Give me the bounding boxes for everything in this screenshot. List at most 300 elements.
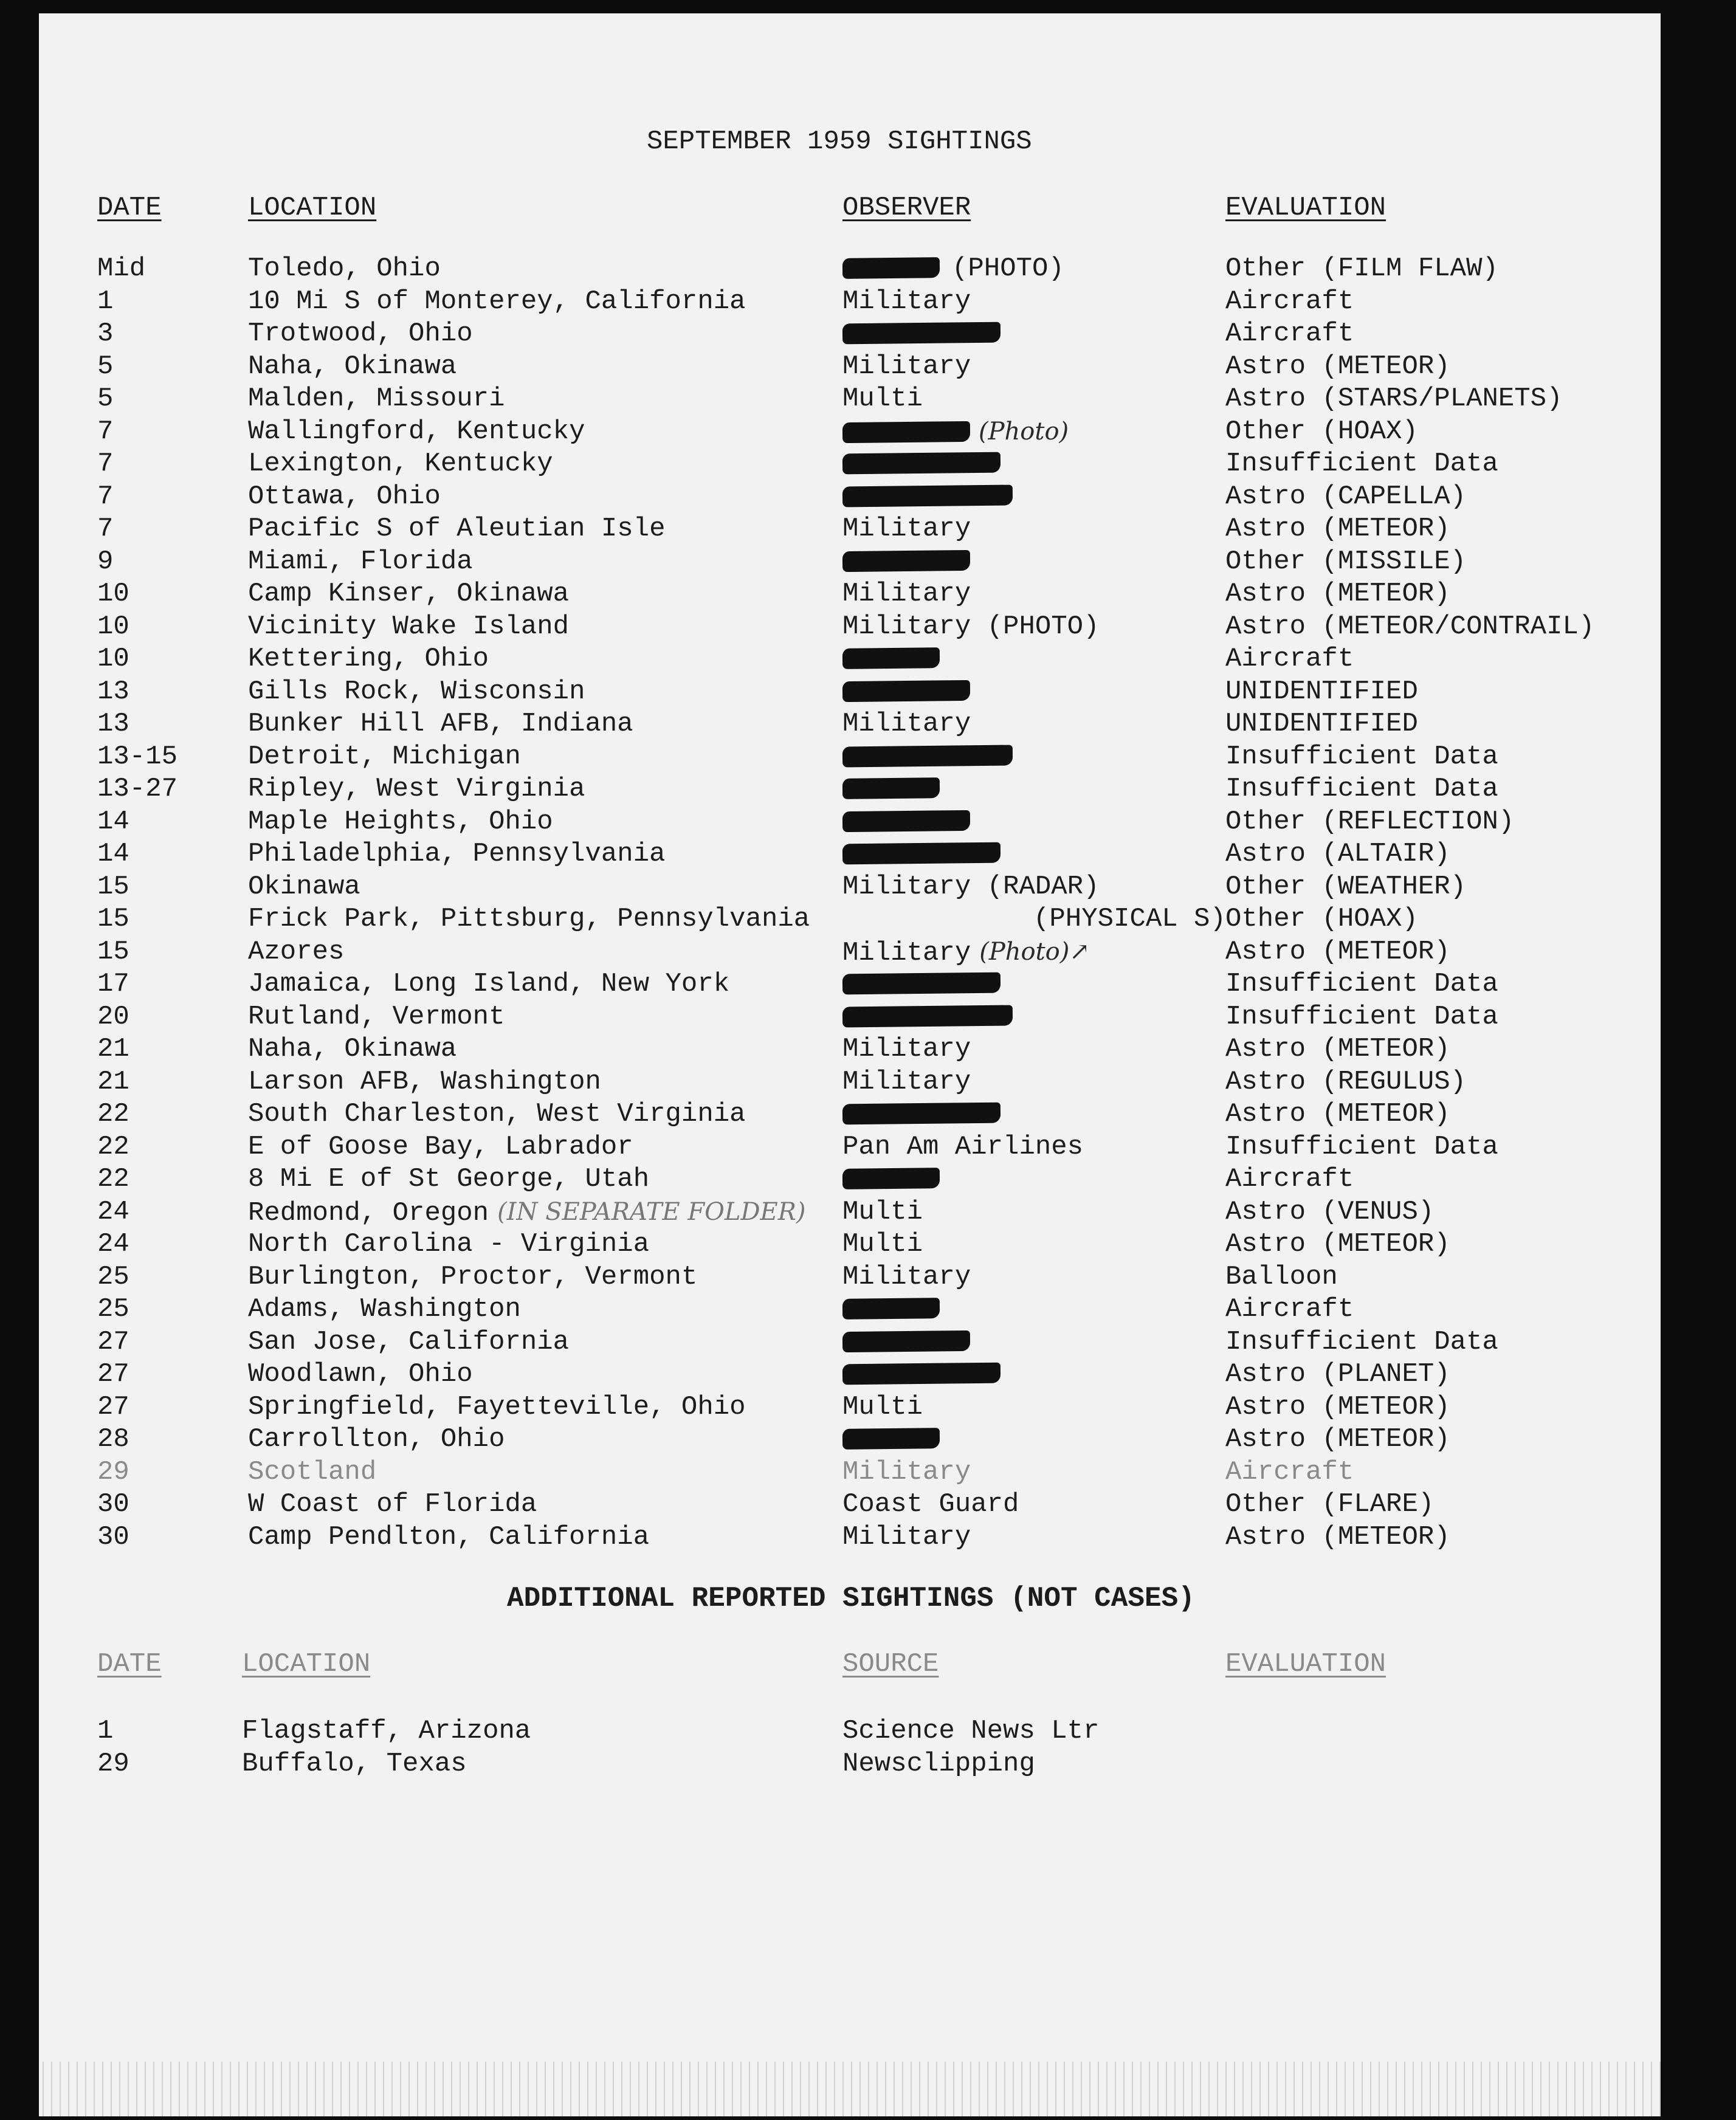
row-location [248, 773, 585, 806]
row-location [248, 1391, 746, 1424]
additional-date: 29 [97, 1748, 129, 1779]
row-location [248, 448, 553, 481]
observer-text: Military [842, 1456, 971, 1487]
observer-text: Pan Am Airlines [842, 1131, 1084, 1162]
row-observer [842, 1456, 971, 1489]
row-observer [842, 448, 1001, 481]
row-date: 14 [97, 806, 129, 837]
row-date: 7 [97, 416, 114, 447]
redaction-bar [842, 1428, 940, 1450]
redaction-bar [842, 972, 1001, 995]
table-row [39, 871, 1661, 904]
observer-text: Military [842, 1521, 971, 1552]
additional-row [39, 1748, 1661, 1781]
table-row [39, 1033, 1661, 1066]
additional-row [39, 1715, 1661, 1748]
row-observer [842, 806, 970, 839]
row-location [248, 611, 569, 644]
row-observer [842, 741, 1013, 774]
row-location-text: Gills Rock, Wisconsin [248, 676, 585, 707]
additional-location: Flagstaff, Arizona [242, 1716, 531, 1746]
redaction-bar [842, 810, 970, 832]
table-row [39, 1001, 1661, 1034]
table-row [39, 416, 1661, 449]
table-row [39, 708, 1661, 741]
table-row [39, 1326, 1661, 1359]
row-observer [842, 643, 940, 676]
row-observer [842, 1033, 971, 1066]
table-row [39, 611, 1661, 644]
row-observer [842, 481, 1013, 514]
observer-text: Multi [842, 1196, 923, 1227]
row-date: 15 [97, 936, 129, 967]
row-location [248, 1228, 649, 1261]
row-location-text: 8 Mi E of St George, Utah [248, 1164, 650, 1194]
row-location-text: Camp Pendlton, California [248, 1521, 650, 1552]
observer-text: Military [842, 1034, 971, 1064]
row-date: 28 [97, 1424, 129, 1454]
row-date: 7 [97, 481, 114, 512]
row-evaluation: Other (MISSILE) [1225, 546, 1467, 577]
row-evaluation: Insufficient Data [1225, 1131, 1498, 1162]
scan-artifact [39, 2062, 1661, 2116]
redaction-bar [842, 1005, 1013, 1027]
row-observer [842, 1326, 970, 1359]
row-location [248, 1098, 746, 1131]
row-evaluation: Aircraft [1225, 1456, 1354, 1487]
observer-text: Military [842, 709, 971, 739]
row-location [248, 741, 521, 774]
row-location [248, 253, 441, 286]
redaction-bar [842, 778, 940, 800]
row-location-text: Springfield, Fayetteville, Ohio [248, 1391, 746, 1422]
row-evaluation: Astro (METEOR) [1225, 1521, 1450, 1552]
table-row [39, 1131, 1661, 1164]
row-location-text: Pacific S of Aleutian Isle [248, 514, 666, 544]
row-location-text: Ottawa, Ohio [248, 481, 441, 512]
row-evaluation: Aircraft [1225, 644, 1354, 674]
table-row [39, 968, 1661, 1001]
table-row [39, 1293, 1661, 1326]
header-date: DATE [97, 193, 162, 223]
additional-location: Buffalo, Texas [242, 1748, 467, 1779]
row-observer [842, 1293, 940, 1326]
redaction-bar [842, 1168, 940, 1190]
row-location [248, 1293, 521, 1326]
row-observer [842, 838, 1001, 871]
table-row [39, 903, 1661, 936]
table-row [39, 318, 1661, 351]
row-location [248, 936, 344, 969]
row-location [248, 1521, 649, 1554]
row-observer [842, 1131, 1083, 1164]
observer-text: (PHYSICAL S) [1033, 904, 1226, 934]
observer-text: Military (RADAR) [842, 871, 1100, 902]
header-evaluation: EVALUATION [1225, 193, 1386, 223]
row-observer [842, 1228, 923, 1261]
row-observer [842, 578, 971, 611]
row-evaluation: Astro (METEOR) [1225, 1034, 1450, 1064]
row-location [248, 806, 553, 839]
row-location [248, 1196, 805, 1230]
row-date: 15 [97, 871, 129, 902]
row-date: 21 [97, 1034, 129, 1064]
row-location [248, 1163, 649, 1196]
row-location [248, 513, 666, 546]
row-location-text: E of Goose Bay, Labrador [248, 1131, 633, 1162]
row-location-text: Naha, Okinawa [248, 351, 457, 382]
table-row [39, 578, 1661, 611]
row-location-text: Philadelphia, Pennsylvania [248, 839, 666, 869]
table-row [39, 481, 1661, 514]
additional-date: 1 [97, 1716, 114, 1746]
row-location-text: Burlington, Proctor, Vermont [248, 1261, 698, 1292]
row-date: 25 [97, 1294, 129, 1324]
row-date: 27 [97, 1326, 129, 1357]
row-location-text: South Charleston, West Virginia [248, 1099, 746, 1129]
redaction-bar [842, 1330, 970, 1352]
row-location-text: Miami, Florida [248, 546, 473, 577]
row-evaluation: Aircraft [1225, 1164, 1354, 1194]
row-observer [842, 708, 971, 741]
row-date: 27 [97, 1391, 129, 1422]
row-evaluation: Other (HOAX) [1225, 416, 1418, 447]
row-observer [842, 513, 971, 546]
row-location-text: Adams, Washington [248, 1294, 521, 1324]
row-evaluation: Aircraft [1225, 318, 1354, 349]
row-location [248, 286, 746, 318]
table-row [39, 676, 1661, 709]
table-row [39, 936, 1661, 969]
row-location [248, 1488, 537, 1521]
row-location [248, 416, 585, 449]
redaction-bar [842, 842, 1001, 865]
row-location-text: Scotland [248, 1456, 377, 1487]
table-row [39, 1196, 1661, 1229]
row-observer [842, 416, 1069, 450]
row-date: 20 [97, 1001, 129, 1032]
row-evaluation: Insufficient Data [1225, 741, 1498, 772]
row-location [248, 676, 585, 709]
row-location-text: Jamaica, Long Island, New York [248, 969, 730, 999]
row-evaluation: Other (FLARE) [1225, 1489, 1435, 1519]
table-row [39, 1261, 1661, 1294]
observer-text: Coast Guard [842, 1489, 1019, 1519]
redaction-bar [842, 258, 940, 280]
additional-header-evaluation: EVALUATION [1225, 1649, 1386, 1679]
row-observer [842, 1423, 940, 1456]
document-page [39, 13, 1661, 2116]
row-observer [842, 1261, 971, 1294]
row-date: 7 [97, 449, 114, 479]
observer-text: Military [842, 937, 971, 968]
row-location-text: San Jose, California [248, 1326, 570, 1357]
row-evaluation: Astro (METEOR) [1225, 1391, 1450, 1422]
row-location-text: Carrollton, Ohio [248, 1424, 505, 1454]
row-location [248, 1033, 456, 1066]
row-observer [842, 1358, 1001, 1391]
row-location-text: Trotwood, Ohio [248, 318, 473, 349]
row-evaluation: Insufficient Data [1225, 969, 1498, 999]
row-date: 13-15 [97, 741, 178, 772]
row-evaluation: Astro (METEOR) [1225, 351, 1450, 382]
table-row [39, 773, 1661, 806]
redaction-bar [842, 745, 1013, 767]
header-observer: OBSERVER [842, 193, 971, 223]
row-location-text: Ripley, West Virginia [248, 774, 585, 804]
table-row [39, 513, 1661, 546]
row-location [248, 708, 633, 741]
row-date: 14 [97, 839, 129, 869]
row-location [248, 383, 505, 416]
row-observer [842, 611, 1099, 644]
redaction-bar [842, 550, 970, 572]
row-location-text: Lexington, Kentucky [248, 449, 553, 479]
row-date: 22 [97, 1164, 129, 1194]
row-date: 13 [97, 709, 129, 739]
row-observer [842, 773, 940, 806]
table-row [39, 1098, 1661, 1131]
row-location-text: Vicinity Wake Island [248, 611, 570, 642]
row-location-text: Toledo, Ohio [248, 253, 441, 284]
row-evaluation: Astro (VENUS) [1225, 1196, 1435, 1227]
table-row [39, 1228, 1661, 1261]
row-location [248, 643, 489, 676]
row-location [248, 838, 666, 871]
handwritten-note: (Photo)↗ [979, 937, 1090, 966]
redaction-bar [842, 1363, 1001, 1385]
row-date: 10 [97, 644, 129, 674]
additional-title: ADDITIONAL REPORTED SIGHTINGS (NOT CASES) [507, 1583, 1195, 1614]
row-date: 30 [97, 1489, 129, 1519]
observer-text: Military [842, 514, 971, 544]
row-evaluation: Astro (REGULUS) [1225, 1066, 1467, 1097]
row-location-text: Azores [248, 936, 345, 967]
table-row [39, 838, 1661, 871]
table-row [39, 1163, 1661, 1196]
row-evaluation: Other (WEATHER) [1225, 871, 1467, 902]
row-evaluation: Astro (METEOR) [1225, 1229, 1450, 1259]
observer-text: Military (PHOTO) [842, 611, 1100, 642]
row-date: 13 [97, 676, 129, 707]
row-location-text: Naha, Okinawa [248, 1034, 457, 1064]
row-observer [842, 286, 971, 318]
row-date: 13-27 [97, 774, 178, 804]
row-observer [842, 253, 1064, 286]
redaction-bar [842, 680, 970, 702]
additional-header-location: LOCATION [242, 1649, 371, 1679]
row-location [248, 351, 456, 384]
row-date: Mid [97, 253, 146, 284]
row-date: 7 [97, 514, 114, 544]
redaction-bar [842, 452, 1001, 475]
row-evaluation: Astro (METEOR) [1225, 514, 1450, 544]
row-location [248, 903, 810, 936]
row-evaluation: Aircraft [1225, 286, 1354, 317]
row-observer [842, 383, 923, 416]
row-date: 22 [97, 1131, 129, 1162]
row-evaluation: Other (FILM FLAW) [1225, 253, 1498, 284]
row-location [248, 871, 360, 904]
document-title: SEPTEMBER 1959 SIGHTINGS [647, 126, 1032, 157]
row-location [248, 1326, 569, 1359]
redaction-bar [842, 421, 970, 443]
row-observer [842, 1391, 923, 1424]
row-location-text: Okinawa [248, 871, 360, 902]
table-row [39, 806, 1661, 839]
table-row [39, 1488, 1661, 1521]
additional-header-date: DATE [97, 1649, 162, 1679]
redaction-bar [842, 1298, 940, 1320]
row-evaluation: Astro (METEOR) [1225, 1099, 1450, 1129]
row-date: 5 [97, 384, 114, 414]
row-date: 27 [97, 1359, 129, 1389]
table-row [39, 383, 1661, 416]
row-observer [842, 676, 970, 709]
table-row [39, 546, 1661, 579]
row-evaluation: Aircraft [1225, 1294, 1354, 1324]
row-evaluation: Astro (STARS/PLANETS) [1225, 384, 1563, 414]
row-observer [842, 968, 1001, 1001]
observer-text: Military [842, 351, 971, 382]
row-evaluation: Astro (CAPELLA) [1225, 481, 1467, 512]
row-location [248, 546, 473, 579]
row-location [248, 1423, 505, 1456]
observer-text: Multi [842, 1391, 923, 1422]
row-location-text: Detroit, Michigan [248, 741, 521, 772]
row-date: 9 [97, 546, 114, 577]
row-location [248, 1066, 601, 1099]
row-date: 25 [97, 1261, 129, 1292]
row-location-text: Maple Heights, Ohio [248, 806, 553, 837]
table-row [39, 1423, 1661, 1456]
table-row [39, 351, 1661, 384]
row-location-text: Larson AFB, Washington [248, 1066, 601, 1097]
row-evaluation: Astro (METEOR) [1225, 1424, 1450, 1454]
redaction-bar [842, 648, 940, 670]
row-observer [842, 1066, 971, 1099]
table-row [39, 253, 1661, 286]
row-evaluation: Other (REFLECTION) [1225, 806, 1515, 837]
row-evaluation: Insufficient Data [1225, 449, 1498, 479]
row-location-text: Wallingford, Kentucky [248, 416, 585, 447]
row-evaluation: Astro (METEOR) [1225, 579, 1450, 609]
row-location-text: Woodlawn, Ohio [248, 1359, 473, 1389]
table-row [39, 741, 1661, 774]
row-evaluation: Astro (METEOR) [1225, 936, 1450, 967]
additional-source: Science News Ltr [842, 1716, 1100, 1746]
additional-source: Newsclipping [842, 1748, 1035, 1779]
row-location-text: Camp Kinser, Okinawa [248, 579, 570, 609]
row-date: 1 [97, 286, 114, 317]
row-location-text: Rutland, Vermont [248, 1001, 505, 1032]
additional-header-source: SOURCE [842, 1649, 939, 1679]
observer-note: (PHOTO) [952, 253, 1064, 284]
row-observer [842, 1488, 1019, 1521]
row-observer [842, 546, 970, 579]
row-date: 10 [97, 611, 129, 642]
row-observer [842, 871, 1099, 904]
row-evaluation: Astro (METEOR/CONTRAIL) [1225, 611, 1595, 642]
row-date: 15 [97, 904, 129, 934]
handwritten-note: (Photo) [979, 417, 1069, 446]
row-observer [842, 936, 1090, 970]
table-row [39, 1521, 1661, 1554]
table-row [39, 286, 1661, 318]
observer-text: Multi [842, 1229, 923, 1259]
row-evaluation: Balloon [1225, 1261, 1338, 1292]
row-date: 22 [97, 1099, 129, 1129]
row-evaluation: UNIDENTIFIED [1225, 709, 1418, 739]
row-evaluation: Insufficient Data [1225, 1001, 1498, 1032]
row-observer [842, 1196, 923, 1229]
table-row [39, 448, 1661, 481]
row-evaluation: Astro (ALTAIR) [1225, 839, 1450, 869]
row-location-text: Bunker Hill AFB, Indiana [248, 709, 633, 739]
row-location-text: 10 Mi S of Monterey, California [248, 286, 746, 317]
row-location [248, 318, 473, 351]
header-location: LOCATION [248, 193, 377, 223]
row-date: 24 [97, 1196, 129, 1227]
row-location [248, 1001, 505, 1034]
row-observer [1033, 903, 1226, 936]
row-date: 5 [97, 351, 114, 382]
redaction-bar [842, 322, 1001, 345]
row-observer [842, 1521, 971, 1554]
row-date: 21 [97, 1066, 129, 1097]
row-evaluation: Astro (PLANET) [1225, 1359, 1450, 1389]
row-location [248, 481, 441, 514]
table-row [39, 1456, 1661, 1489]
observer-text: Military [842, 1261, 971, 1292]
redaction-bar [842, 1103, 1001, 1125]
row-location-text: Kettering, Ohio [248, 644, 489, 674]
row-location-text: W Coast of Florida [248, 1489, 537, 1519]
row-evaluation: Insufficient Data [1225, 774, 1498, 804]
row-evaluation: Other (HOAX) [1225, 904, 1418, 934]
row-location [248, 578, 569, 611]
row-location [248, 968, 729, 1001]
table-row [39, 1358, 1661, 1391]
observer-text: Multi [842, 384, 923, 414]
row-location-text: Redmond, Oregon [248, 1197, 489, 1228]
row-observer [842, 1001, 1013, 1034]
row-observer [842, 318, 1001, 351]
row-date: 30 [97, 1521, 129, 1552]
row-date: 24 [97, 1229, 129, 1259]
table-row [39, 643, 1661, 676]
row-location [248, 1358, 473, 1391]
row-location [248, 1261, 697, 1294]
row-location [248, 1131, 633, 1164]
observer-text: Military [842, 579, 971, 609]
observer-text: Military [842, 286, 971, 317]
row-evaluation: Insufficient Data [1225, 1326, 1498, 1357]
table-row [39, 1066, 1661, 1099]
table-row [39, 1391, 1661, 1424]
row-date: 29 [97, 1456, 129, 1487]
redaction-bar [842, 484, 1013, 507]
row-evaluation: UNIDENTIFIED [1225, 676, 1418, 707]
row-observer [842, 1163, 940, 1196]
row-observer [842, 351, 971, 384]
row-location-text: North Carolina - Virginia [248, 1229, 650, 1259]
row-location [248, 1456, 376, 1489]
row-observer [842, 1098, 1001, 1131]
row-date: 3 [97, 318, 114, 349]
observer-text: Military [842, 1066, 971, 1097]
row-date: 10 [97, 579, 129, 609]
